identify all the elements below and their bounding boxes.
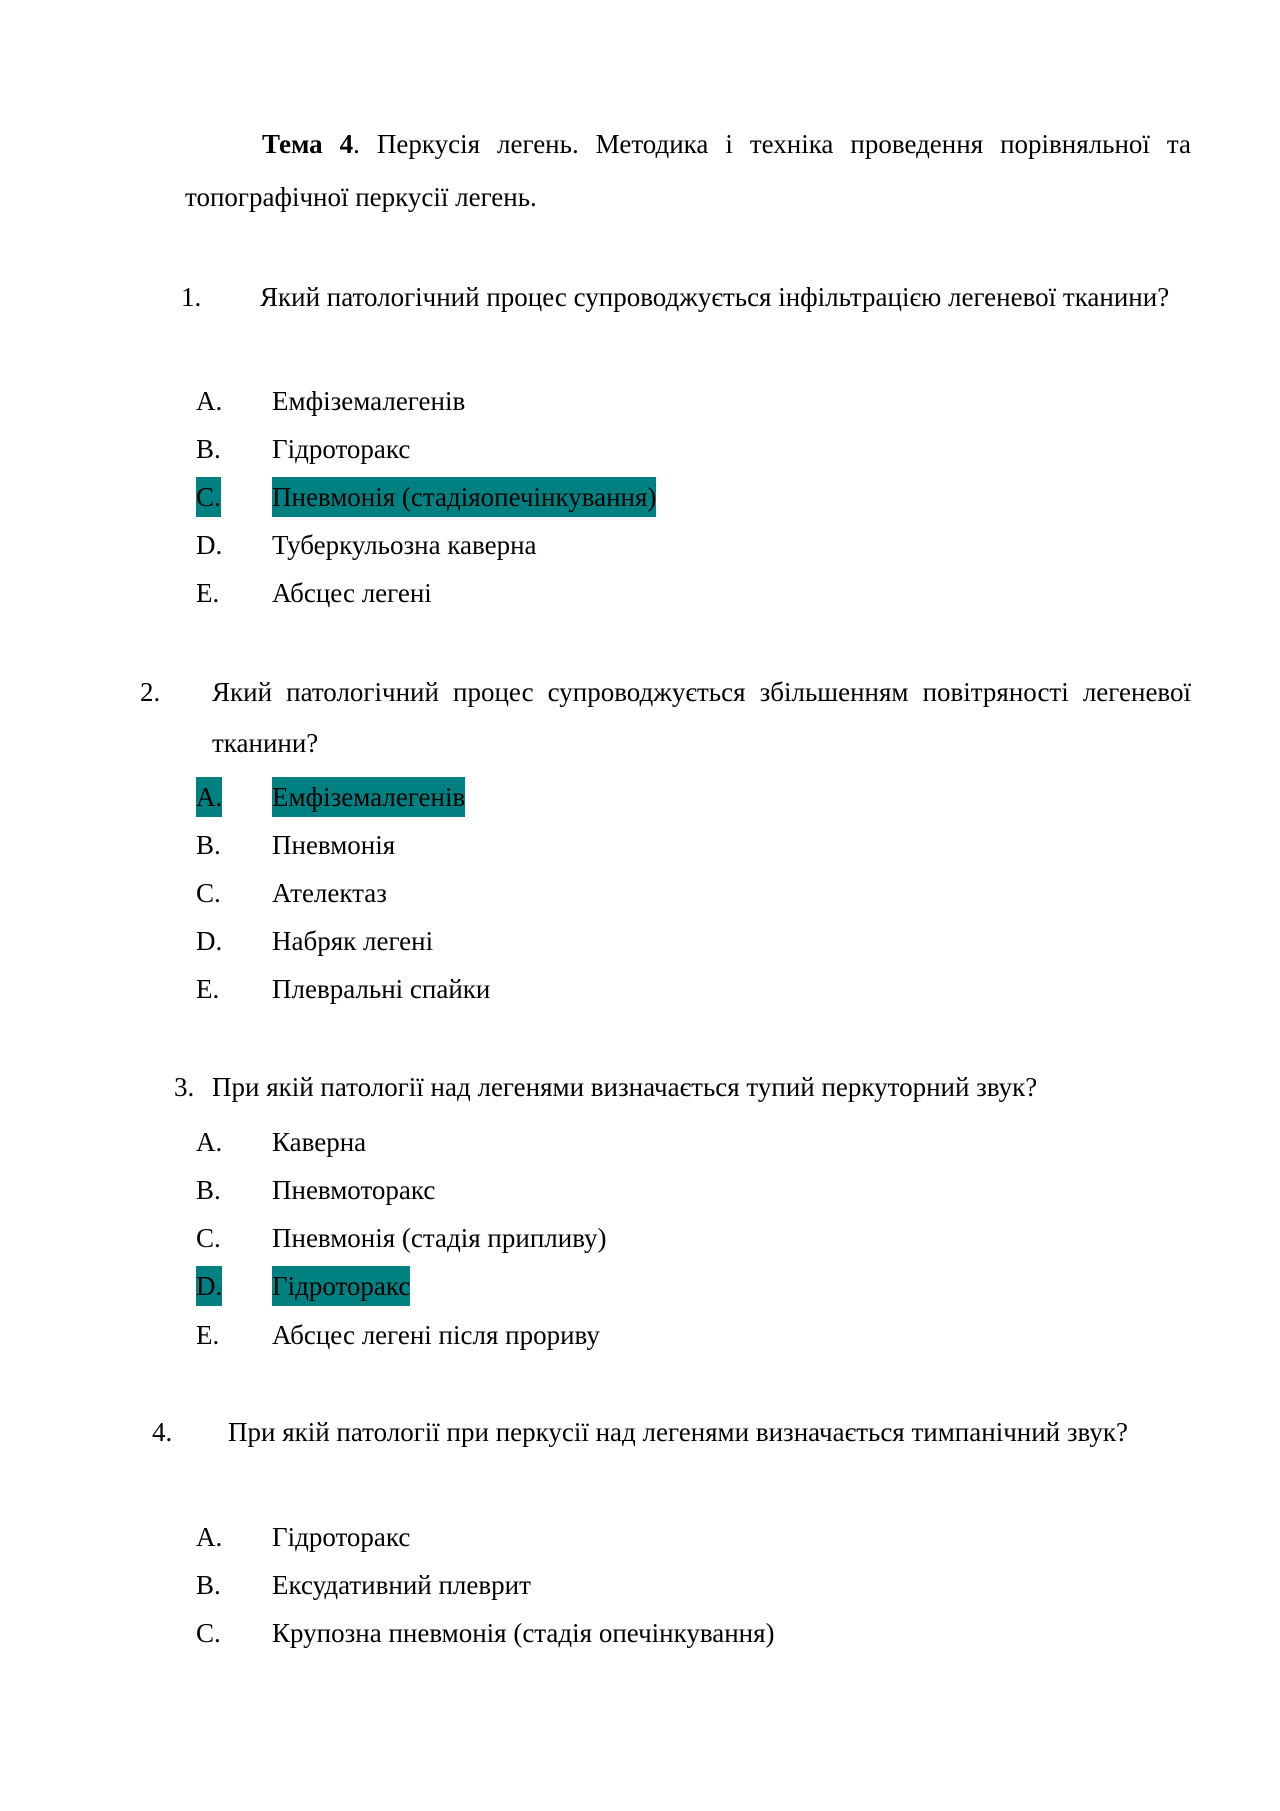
topic-heading <box>185 118 1191 224</box>
option-text: Набряк легені <box>272 926 434 956</box>
question-2 <box>140 667 1191 769</box>
option-letter: D. <box>196 530 223 560</box>
option-text: Ексудативний плеврит <box>272 1570 531 1600</box>
option-text: Крупозна пневмонія (стадія опечінкування) <box>272 1618 775 1648</box>
option-letter: A. <box>196 386 223 416</box>
question-1 <box>181 272 1191 323</box>
option-text: Каверна <box>272 1127 367 1157</box>
question-4 <box>152 1407 1191 1458</box>
option-letter: C. <box>196 1223 221 1253</box>
option-text: Гідроторакс <box>272 1266 410 1306</box>
option-text: Пневмоторакс <box>272 1175 436 1205</box>
option-letter: E. <box>196 974 220 1004</box>
option-letter: E. <box>196 1320 220 1350</box>
option-letter: E. <box>196 578 220 608</box>
option-letter: C. <box>196 878 221 908</box>
option-text: Емфіземалегенів <box>272 777 465 817</box>
option-letter: D. <box>196 1266 222 1306</box>
option-letter: C. <box>196 1618 221 1648</box>
option-text: Абсцес легені після прориву <box>272 1320 600 1350</box>
option-letter: C. <box>196 477 221 517</box>
option-letter: A. <box>196 777 222 817</box>
option-letter: A. <box>196 1127 223 1157</box>
option-letter: D. <box>196 926 223 956</box>
question-text: Який патологічний процес супроводжується інфільтрацією легеневої тканини? <box>260 282 1170 312</box>
question-number: 1. <box>181 282 202 312</box>
option-text: Емфіземалегенів <box>272 386 466 416</box>
option-text: Пневмонія <box>272 830 396 860</box>
option-text: Пневмонія (стадіяопечінкування) <box>272 477 656 517</box>
option-text: Гідроторакс <box>272 1522 411 1552</box>
option-letter: B. <box>196 434 221 464</box>
question-text: Який патологічний процес супроводжується збільшенням повітряності легеневої тканини? <box>212 677 1191 758</box>
topic-text: . Перкусія легень. Методика і техніка проведення порівняльної та топографічної перкусії легень. <box>185 129 1192 212</box>
option-text: Гідроторакс <box>272 434 411 464</box>
question-3 <box>174 1062 1191 1113</box>
topic-label: Тема 4 <box>262 129 354 159</box>
option-letter: B. <box>196 1175 221 1205</box>
option-text: Туберкульозна каверна <box>272 530 537 560</box>
option-letter: B. <box>196 830 221 860</box>
option-text: Ателектаз <box>272 878 387 908</box>
question-text: При якій патології при перкусії над легенями визначається тимпанічний звук? <box>228 1417 1128 1447</box>
question-text: При якій патології над легенями визначається тупий перкуторний звук? <box>212 1072 1038 1102</box>
option-letter: A. <box>196 1522 223 1552</box>
option-letter: B. <box>196 1570 221 1600</box>
question-number: 4. <box>152 1417 173 1447</box>
option-text: Пневмонія (стадія припливу) <box>272 1223 607 1253</box>
option-text: Абсцес легені <box>272 578 432 608</box>
option-text: Плевральні спайки <box>272 974 491 1004</box>
question-number: 3. <box>174 1072 195 1102</box>
question-number: 2. <box>140 677 161 707</box>
